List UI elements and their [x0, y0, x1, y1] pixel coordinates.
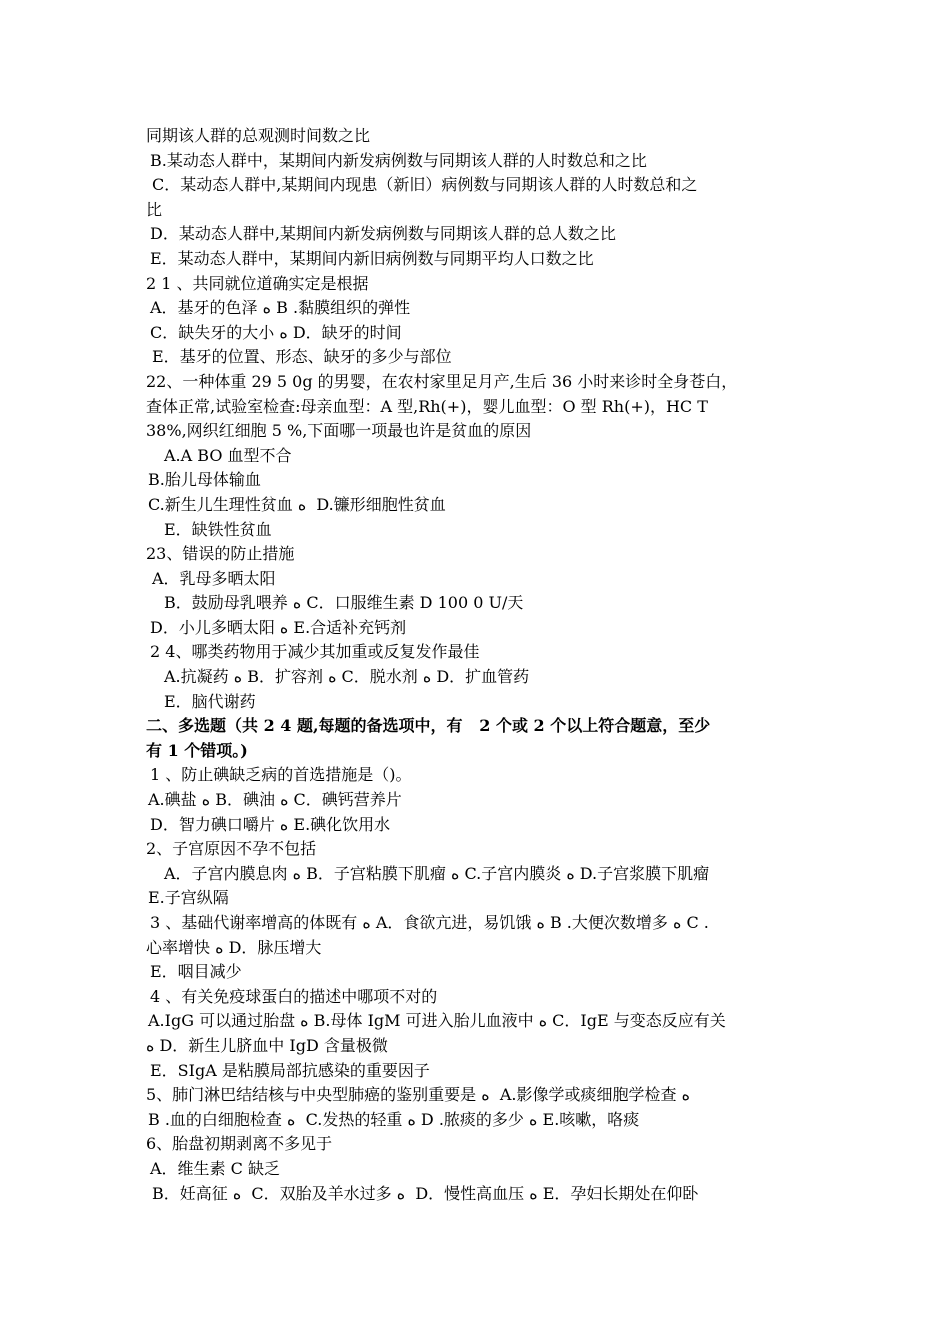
- text-line: C．某动态人群中,某期间内现患（新旧）病例数与同期该人群的人时数总和之: [152, 175, 698, 195]
- text-line: ﻩ D．新生儿脐血中 IgD 含量极微: [146, 1035, 388, 1055]
- text-line: B.胎儿母体输血: [148, 470, 261, 490]
- text-line: A．子宫内膜息肉 ﻩ B．子宫粘膜下肌瘤 ﻩ C.子宫内膜炎 ﻩ D.子宫浆膜下肌瘤: [164, 863, 710, 883]
- text-line: 2 4、哪类药物用于减少其加重或反复发作最佳: [150, 642, 480, 662]
- text-line: 同期该人群的总观测时间数之比: [146, 126, 371, 145]
- text-line: A．维生素 C 缺乏: [150, 1158, 280, 1178]
- text-line: A.抗凝药 ﻩ B．扩容剂 ﻩ C．脱水剂 ﻩ D．扩血管药: [164, 667, 530, 687]
- text-line: E.子宫纵隔: [148, 888, 229, 908]
- text-line: 查体正常,试验室检查:母亲血型：A 型,Rh(+)，婴儿血型：O 型 Rh(+)，HC T: [146, 396, 708, 416]
- text-line: C.新生儿生理性贫血 ﻩ D.镰形细胞性贫血: [148, 494, 446, 514]
- text-line: A.IgG 可以通过胎盘 ﻩ B.母体 IgM 可进入胎儿血液中 ﻩ C．IgE 与变态反应有关: [148, 1011, 726, 1031]
- text-line: 心率增快 ﻩ D．脉压增大: [146, 937, 322, 957]
- document-page: [146, 124, 818, 1206]
- text-line: B.某动态人群中，某期间内新发病例数与同期该人群的人时数总和之比: [150, 150, 647, 170]
- text-line: 1 、防止碘缺乏病的首选措施是（)。: [150, 765, 412, 785]
- text-line: 3 、基础代谢率增高的体既有 ﻩ A．食欲亢进，易饥饿 ﻩ B .大便次数增多 ﻩ C .: [150, 913, 709, 932]
- text-line: A.A BO 血型不合: [164, 445, 292, 465]
- text-line: 22、一种体重 29 5 0g 的男婴，在农村家里足月产,生后 36 小时来诊时全身苍白，: [146, 371, 738, 391]
- text-line: D．小儿多晒太阳 ﻩ E.合适补充钙剂: [150, 617, 407, 637]
- text-line: E．咽目减少: [150, 962, 242, 982]
- text-line: C．缺失牙的大小 ﻩ D．缺牙的时间: [150, 322, 402, 342]
- text-line: D．智力碘口嚼片 ﻩ E.碘化饮用水: [150, 814, 391, 834]
- text-line: E．某动态人群中，某期间内新旧病例数与同期平均人口数之比: [150, 248, 594, 268]
- section-heading-line: 二、多选题（共 2 4 题,每题的备选项中，有 2 个或 2 个以上符合题意，至少: [146, 716, 711, 736]
- text-line: E．脑代谢药: [164, 691, 256, 711]
- text-line: 4 、有关免疫球蛋白的描述中哪项不对的: [150, 986, 438, 1006]
- text-line: E．缺铁性贫血: [164, 519, 272, 539]
- text-line: 比: [146, 199, 163, 219]
- text-line: 2、子宫原因不孕不包括: [146, 839, 317, 859]
- text-line: 2 1 、共同就位道确实定是根据: [146, 273, 369, 293]
- text-line: 5、肺门淋巴结结核与中央型肺癌的鉴别重要是 ﻩ A.影像学或痰细胞学检查 ﻩ: [146, 1085, 690, 1105]
- text-line: 6、胎盘初期剥离不多见于: [146, 1134, 333, 1154]
- text-line: E．SIgA 是粘膜局部抗感染的重要因子: [150, 1060, 430, 1080]
- text-line: B．妊高征 ﻩ C．双胎及羊水过多 ﻩ D．慢性高血压 ﻩ E．孕妇长期处在仰卧: [152, 1183, 699, 1203]
- text-line: 38%,网织红细胞 5 %,下面哪一项最也许是贫血的原因: [146, 421, 532, 441]
- text-line: B．鼓励母乳喂养 ﻩ C．口服维生素 D 100 0 U/天: [164, 593, 524, 613]
- text-line: E．基牙的位置、形态、缺牙的多少与部位: [152, 347, 452, 367]
- text-line: A．乳母多晒太阳: [152, 568, 276, 588]
- text-line: A.碘盐 ﻩ B．碘油 ﻩ C．碘钙营养片: [148, 790, 402, 810]
- text-line: B .血的白细胞检查 ﻩ C.发热的轻重 ﻩ D .脓痰的多少 ﻩ E.咳嗽，咯痰: [148, 1109, 640, 1129]
- text-line: D．某动态人群中,某期间内新发病例数与同期该人群的总人数之比: [150, 224, 616, 244]
- text-line: 23、错误的防止措施: [146, 544, 295, 564]
- section-heading-line: 有 1 个错项。): [146, 740, 248, 760]
- text-line: A．基牙的色泽 ﻩ B .黏膜组织的弹性: [150, 298, 411, 318]
